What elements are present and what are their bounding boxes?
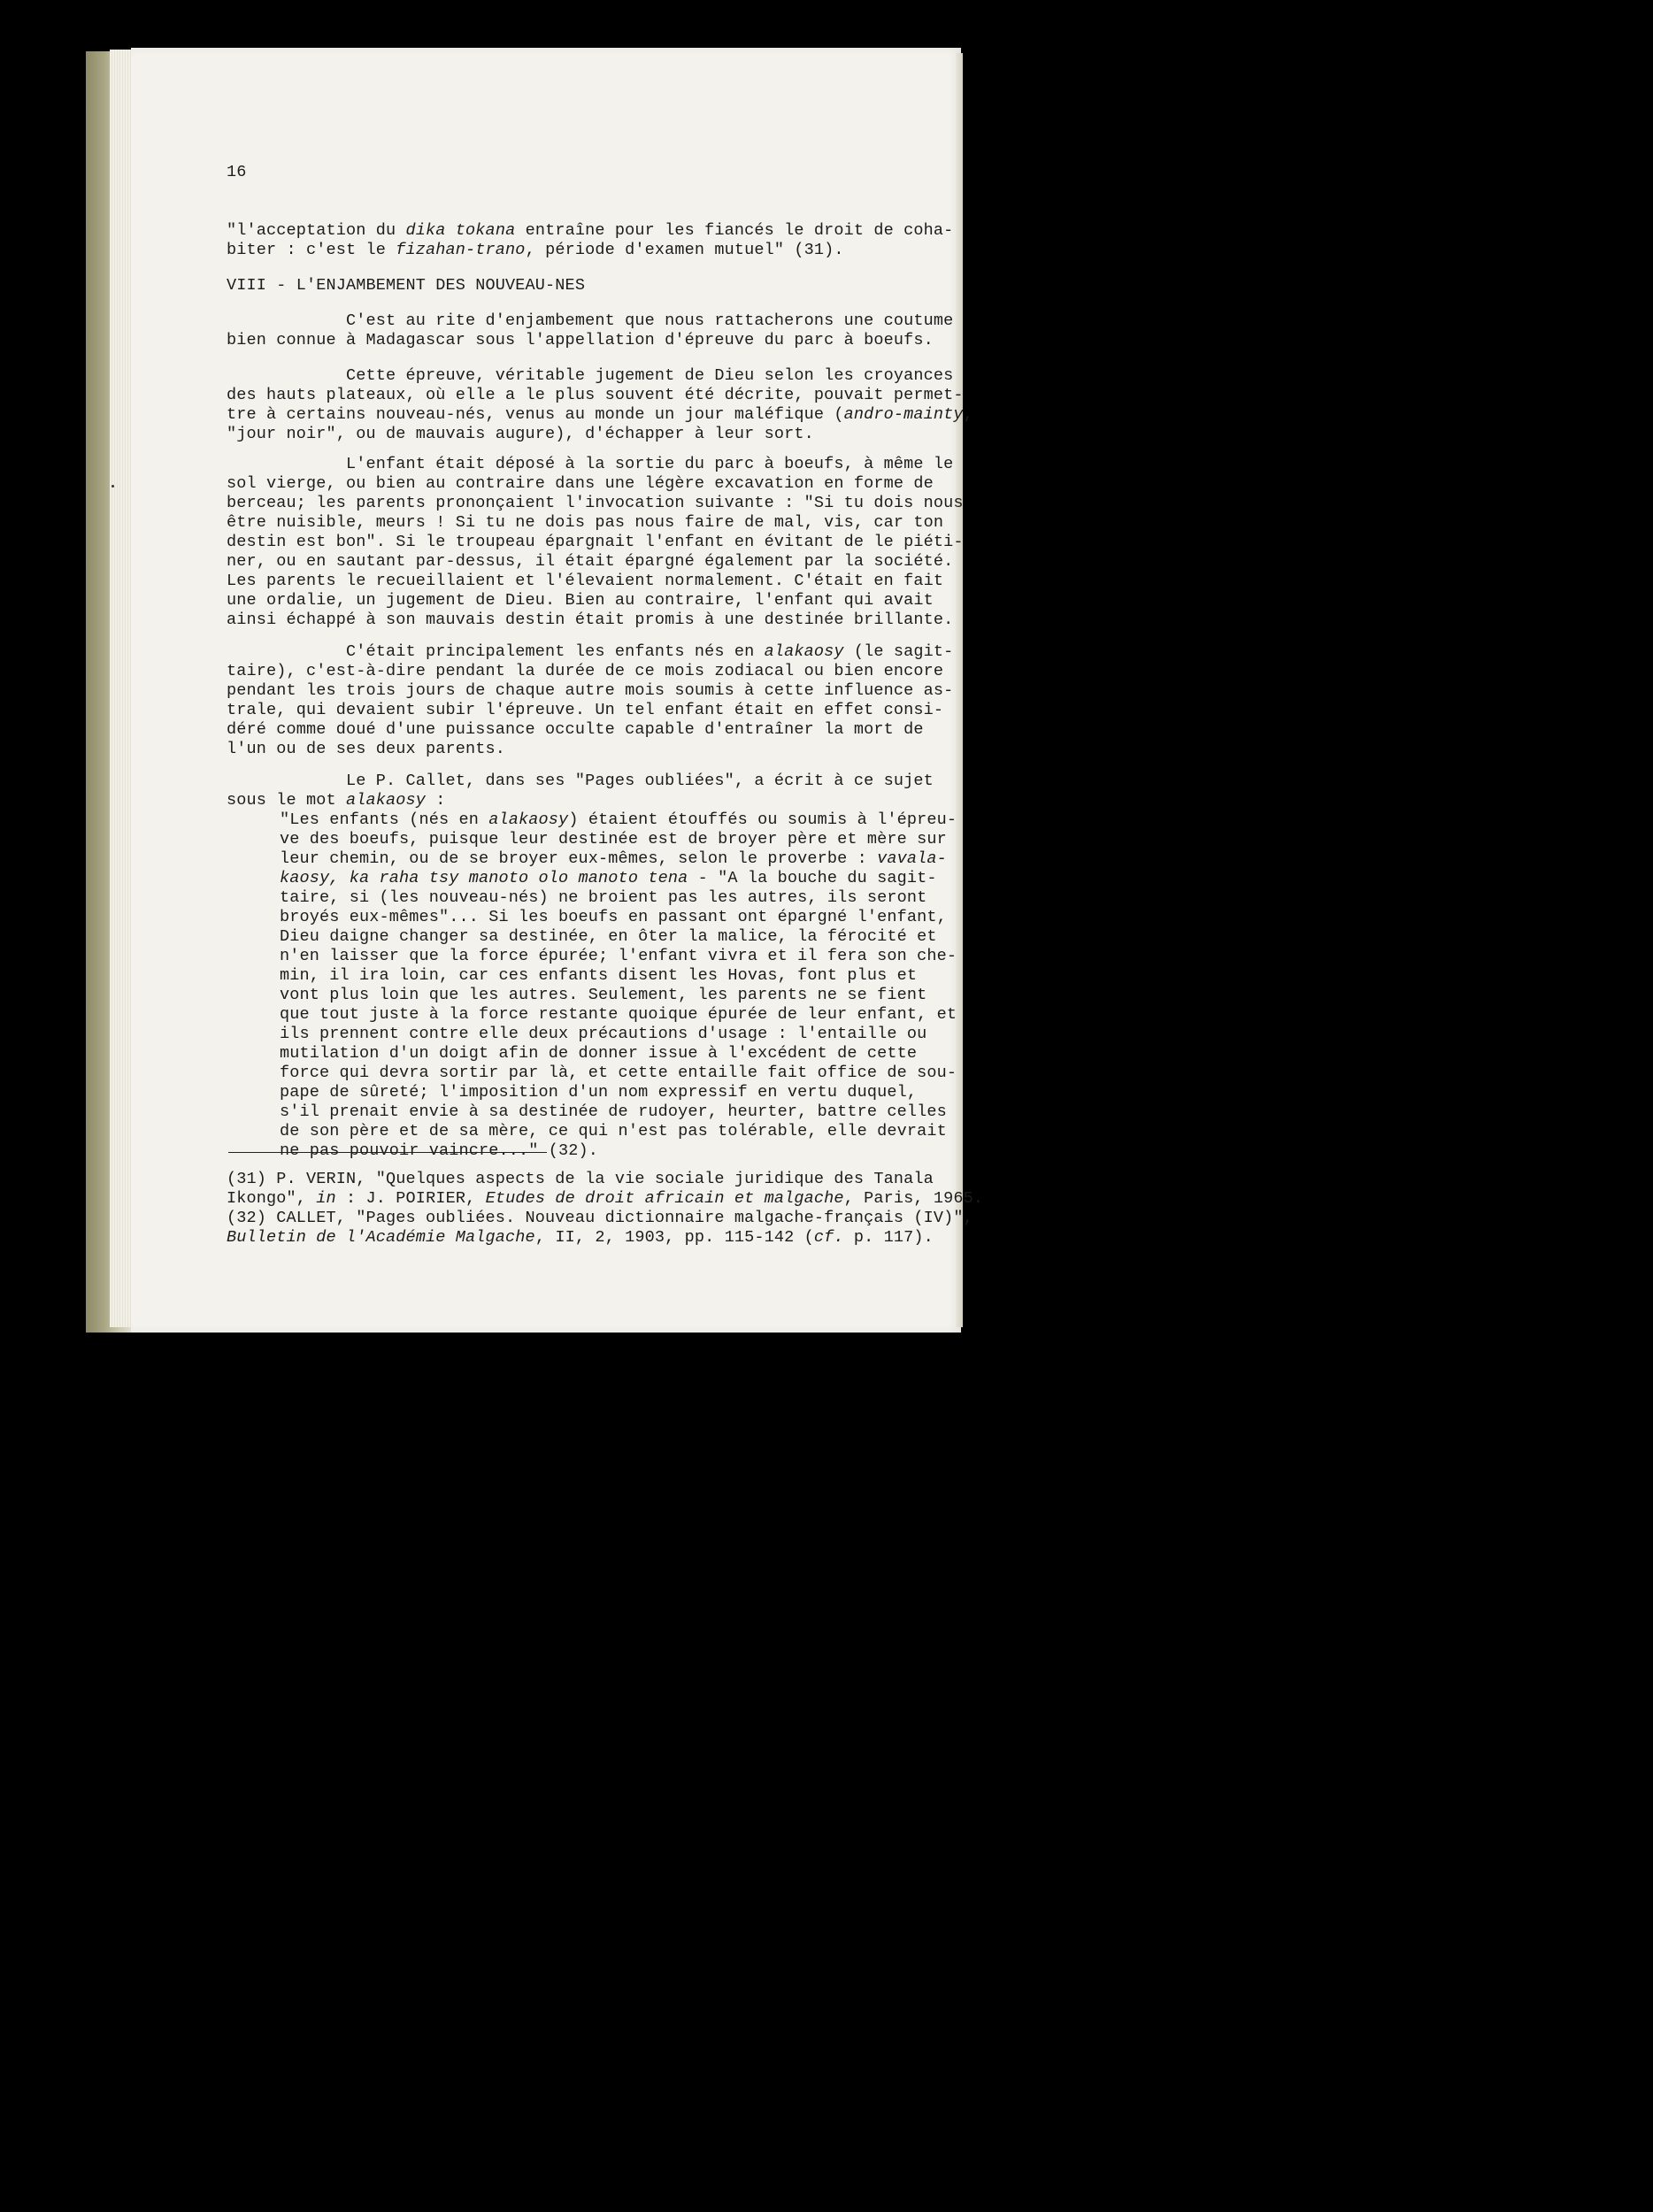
block-quote-line: leur chemin, ou de se broyer eux-mêmes, selon le proverbe : vavala- <box>280 849 947 868</box>
paragraph-line: "jour noir", ou de mauvais augure), d'échapper à leur sort. <box>227 425 814 443</box>
block-quote-line: taire, si (les nouveau-nés) ne broient pas les autres, ils seront <box>280 888 927 907</box>
block-quote-line: kaosy, ka raha tsy manoto olo manoto tena - "A la bouche du sagit- <box>280 869 937 887</box>
paragraph-line: trale, qui devaient subir l'épreuve. Un tel enfant était en effet consi- <box>227 701 944 719</box>
paragraph-line: être nuisible, meurs ! Si tu ne dois pas nous faire de mal, vis, car ton <box>227 513 944 532</box>
paragraph-line: tre à certains nouveau-nés, venus au monde un jour maléfique (andro-mainty, <box>227 405 973 424</box>
page-text <box>0 0 1037 1387</box>
block-quote-line: pape de sûreté; l'imposition d'un nom expressif en vertu duquel, <box>280 1083 918 1102</box>
paragraph-line: ainsi échappé à son mauvais destin était promis à une destinée brillante. <box>227 611 954 629</box>
block-quote-line: ve des boeufs, puisque leur destinée est de broyer père et mère sur <box>280 830 947 849</box>
block-quote-line: s'il prenait envie à sa destinée de rudoyer, heurter, battre celles <box>280 1102 947 1121</box>
block-quote-line: force qui devra sortir par là, et cette entaille fait office de sou- <box>280 1064 957 1082</box>
paragraph-line: L'enfant était déposé à la sortie du parc à boeufs, à même le <box>227 455 954 473</box>
paragraph-line: Les parents le recueillaient et l'élevaient normalement. C'était en fait <box>227 572 944 590</box>
block-quote-line: "Les enfants (nés en alakaosy) étaient étouffés ou soumis à l'épreu- <box>280 810 957 829</box>
block-quote-line: broyés eux-mêmes"... Si les boeufs en passant ont épargné l'enfant, <box>280 908 947 926</box>
paragraph-line: destin est bon". Si le troupeau épargnait l'enfant en évitant de le piéti- <box>227 533 964 551</box>
footnote-32: (32) CALLET, "Pages oubliées. Nouveau dictionnaire malgache-français (IV)", <box>227 1209 973 1227</box>
block-quote-line: Dieu daigne changer sa destinée, en ôter la malice, la férocité et <box>280 927 937 946</box>
block-quote-line: de son père et de sa mère, ce qui n'est pas tolérable, elle devrait <box>280 1122 947 1141</box>
block-quote-line: ne pas pouvoir vaincre..." (32). <box>280 1141 599 1160</box>
paragraph-line: pendant les trois jours de chaque autre mois soumis à cette influence as- <box>227 681 954 700</box>
paragraph-line: Le P. Callet, dans ses "Pages oubliées", a écrit à ce sujet <box>227 772 934 790</box>
footnote-31: Ikongo", in : J. POIRIER, Etudes de droit africain et malgache, Paris, 1965. <box>227 1189 984 1208</box>
block-quote-line: min, il ira loin, car ces enfants disent les Hovas, font plus et <box>280 966 918 985</box>
footnote-31: (31) P. VERIN, "Quelques aspects de la vie sociale juridique des Tanala <box>227 1170 934 1188</box>
intro-quote-line: "l'acceptation du dika tokana entraîne pour les fiancés le droit de coha- <box>227 221 954 240</box>
paragraph-line: une ordalie, un jugement de Dieu. Bien au contraire, l'enfant qui avait <box>227 591 934 610</box>
paragraph-line: sol vierge, ou bien au contraire dans une légère excavation en forme de <box>227 474 934 493</box>
footnote-32: Bulletin de l'Académie Malgache, II, 2, 1903, pp. 115-142 (cf. p. 117). <box>227 1228 934 1247</box>
section-heading: VIII - L'ENJAMBEMENT DES NOUVEAU-NES <box>227 276 586 295</box>
paragraph-line: taire), c'est-à-dire pendant la durée de ce mois zodiacal ou bien encore <box>227 662 944 680</box>
paragraph-line: l'un ou de ses deux parents. <box>227 740 506 758</box>
paragraph-line: C'est au rite d'enjambement que nous rattacherons une coutume <box>227 311 954 330</box>
block-quote-line: ils prennent contre elle deux précautions d'usage : l'entaille ou <box>280 1025 927 1043</box>
block-quote-line: n'en laisser que la force épurée; l'enfant vivra et il fera son che- <box>280 947 957 965</box>
paragraph-line: sous le mot alakaosy : <box>227 791 446 810</box>
paragraph-line: C'était principalement les enfants nés en alakaosy (le sagit- <box>227 642 954 661</box>
block-quote-line: mutilation d'un doigt afin de donner issue à l'excédent de cette <box>280 1044 918 1063</box>
paragraph-line: des hauts plateaux, où elle a le plus souvent été décrite, pouvait permet- <box>227 386 964 404</box>
paragraph-line: bien connue à Madagascar sous l'appellation d'épreuve du parc à boeufs. <box>227 331 934 349</box>
paragraph-line: Cette épreuve, véritable jugement de Dieu selon les croyances <box>227 366 954 385</box>
paragraph-line: berceau; les parents prononçaient l'invocation suivante : "Si tu dois nous <box>227 494 964 512</box>
paragraph-line: déré comme doué d'une puissance occulte capable d'entraîner la mort de <box>227 720 924 739</box>
footnote-rule <box>228 1152 547 1153</box>
block-quote-line: que tout juste à la force restante quoique épurée de leur enfant, et <box>280 1005 957 1024</box>
page-number: 16 <box>227 163 247 181</box>
intro-quote-line: biter : c'est le fizahan-trano, période d'examen mutuel" (31). <box>227 241 844 259</box>
paragraph-line: ner, ou en sautant par-dessus, il était épargné également par la société. <box>227 552 954 571</box>
block-quote-line: vont plus loin que les autres. Seulement, les parents ne se fient <box>280 986 927 1004</box>
